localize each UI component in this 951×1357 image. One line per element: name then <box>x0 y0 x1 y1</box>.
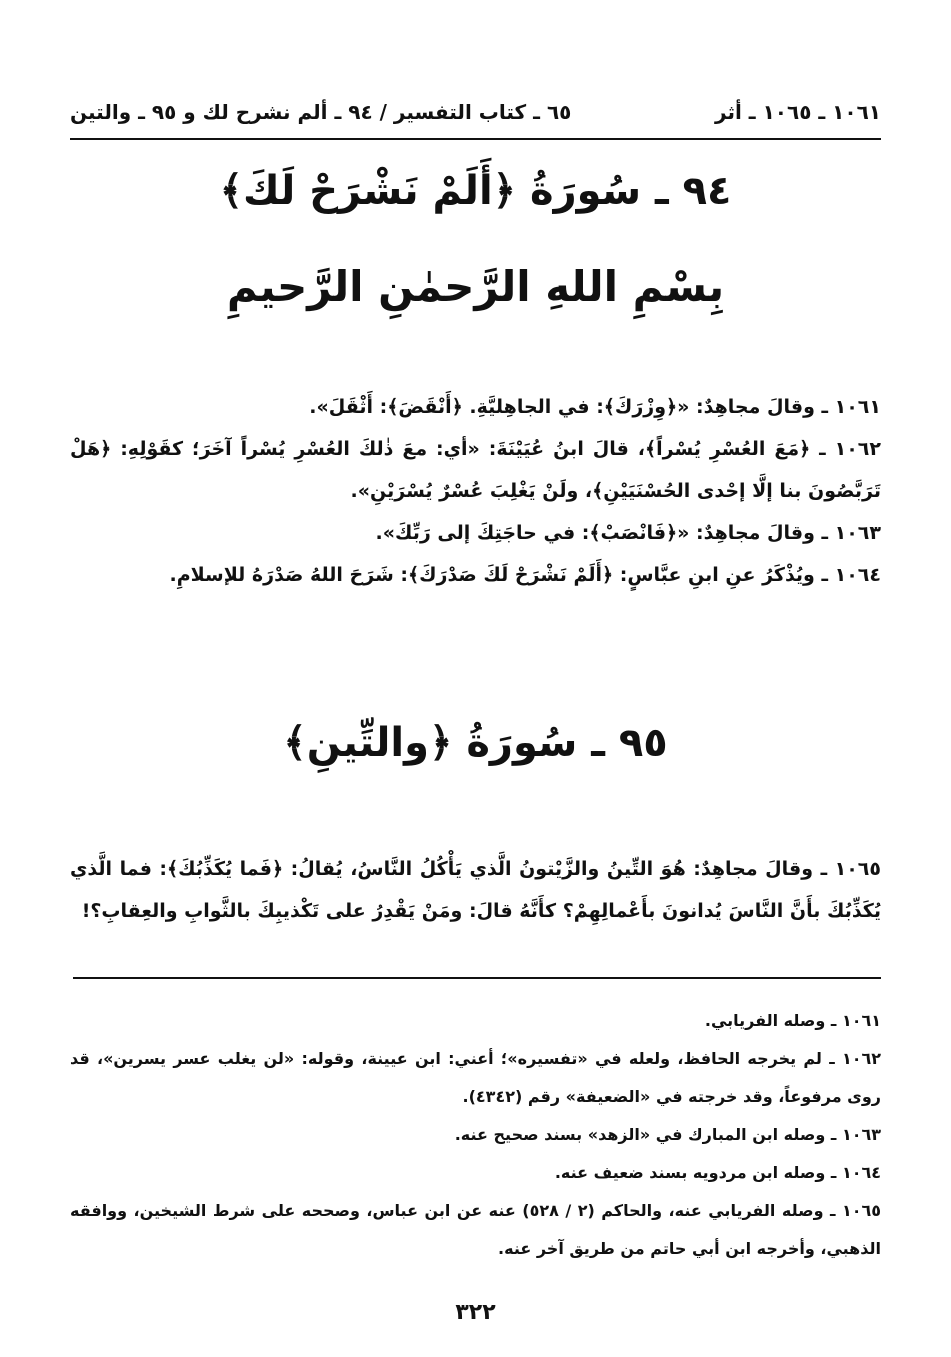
surah-95-title: ٩٥ ـ سُورَةُ ﴿والتِّينِ﴾ <box>283 720 668 766</box>
basmala-heading: بِسْمِ اللهِ الرَّحمٰنِ الرَّحيمِ <box>226 262 725 311</box>
entry-1063: ١٠٦٣ ـ وقالَ مجاهِدٌ: «﴿فَانْصَبْ﴾: في حاجَتِكَ إلى رَبِّكَ». <box>375 522 881 544</box>
main-text-section-1 <box>70 386 881 596</box>
entry-1062: ١٠٦٢ ـ ﴿مَعَ العُسْرِ يُسْراً﴾، قالَ ابنُ عُيَيْنَةَ: «أي: معَ ذٰلكَ العُسْرِ يُسْراً آخَرَ؛ كقَوْلِهِ: ﴿هَلْ تَرَبَّصُونَ بنا إلَّا إحْدى الحُسْنَيَيْنِ﴾، ولَنْ يَغْلِبَ عُسْرٌ يُسْرَيْنِ». <box>70 438 881 502</box>
footnote-1062: ١٠٦٢ ـ لم يخرجه الحافظ، ولعله في «تفسيره»؛ أعني: ابن عيينة، وقوله: «لن يغلب عسر يسرين»، قد روى مرفوعاً، وقد خرجته في «الضعيفة» رقم (٤٣٤٢). <box>70 1049 881 1106</box>
entry-1061: ١٠٦١ ـ وقالَ مجاهِدٌ: «﴿وِزْرَكَ﴾: في الجاهِليَّةِ. ﴿أَنْقَضَ﴾: أَثْقَلَ». <box>309 396 881 418</box>
footnote-1064: ١٠٦٤ ـ وصله ابن مردويه بسند ضعيف عنه. <box>554 1163 881 1182</box>
entry-1065: ١٠٦٥ ـ وقالَ مجاهِدٌ: هُوَ التِّينُ والزَّيْتونُ الَّذي يَأْكُلُ النَّاسُ، يُقالُ: ﴿فَما يُكَذِّبُكَ﴾: فما الَّذي يُكَذِّبُكَ بأَنَّ النَّاسَ يُدانونَ بأَعْمالِهِمْ؟ كأَنَّهُ قالَ: ومَنْ يَقْدِرُ على تَكْذيبِكَ بالثَّوابِ والعِقابِ؟! <box>70 858 881 922</box>
footnote-1065: ١٠٦٥ ـ وصله الفريابي عنه، والحاكم (٢ / ٥٢٨) عنه عن ابن عباس، وصححه على شرط الشيخين، ووافقه الذهبي، وأخرجه ابن أبي حاتم من طريق آخر عنه. <box>70 1201 882 1258</box>
footnote-1061: ١٠٦١ ـ وصله الفريابي. <box>704 1011 881 1030</box>
footnote-divider <box>73 977 881 979</box>
entry-1064: ١٠٦٤ ـ ويُذْكَرُ عنِ ابنِ عبَّاسٍ: ﴿أَلَمْ نَشْرَحْ لَكَ صَدْرَكَ﴾: شَرَحَ اللهُ صَدْرَهُ للإسلامِ. <box>169 564 881 586</box>
main-text-section-2 <box>70 848 881 932</box>
header-divider <box>70 138 881 140</box>
header-hadith-range: ١٠٦١ ـ ١٠٦٥ ـ أثر <box>715 100 881 124</box>
footnote-1063: ١٠٦٣ ـ وصله ابن المبارك في «الزهد» بسند صحيح عنه. <box>454 1125 881 1144</box>
page-number: ٣٢٢ <box>455 1300 496 1325</box>
running-header <box>70 92 881 132</box>
header-chapter-title: ٦٥ ـ كتاب التفسير / ٩٤ ـ ألم نشرح لك و ٩٥ ـ والتين <box>70 100 572 124</box>
footnotes <box>70 1002 881 1268</box>
surah-94-title: ٩٤ ـ سُورَةُ ﴿أَلَمْ نَشْرَحْ لَكَ﴾ <box>219 168 732 214</box>
